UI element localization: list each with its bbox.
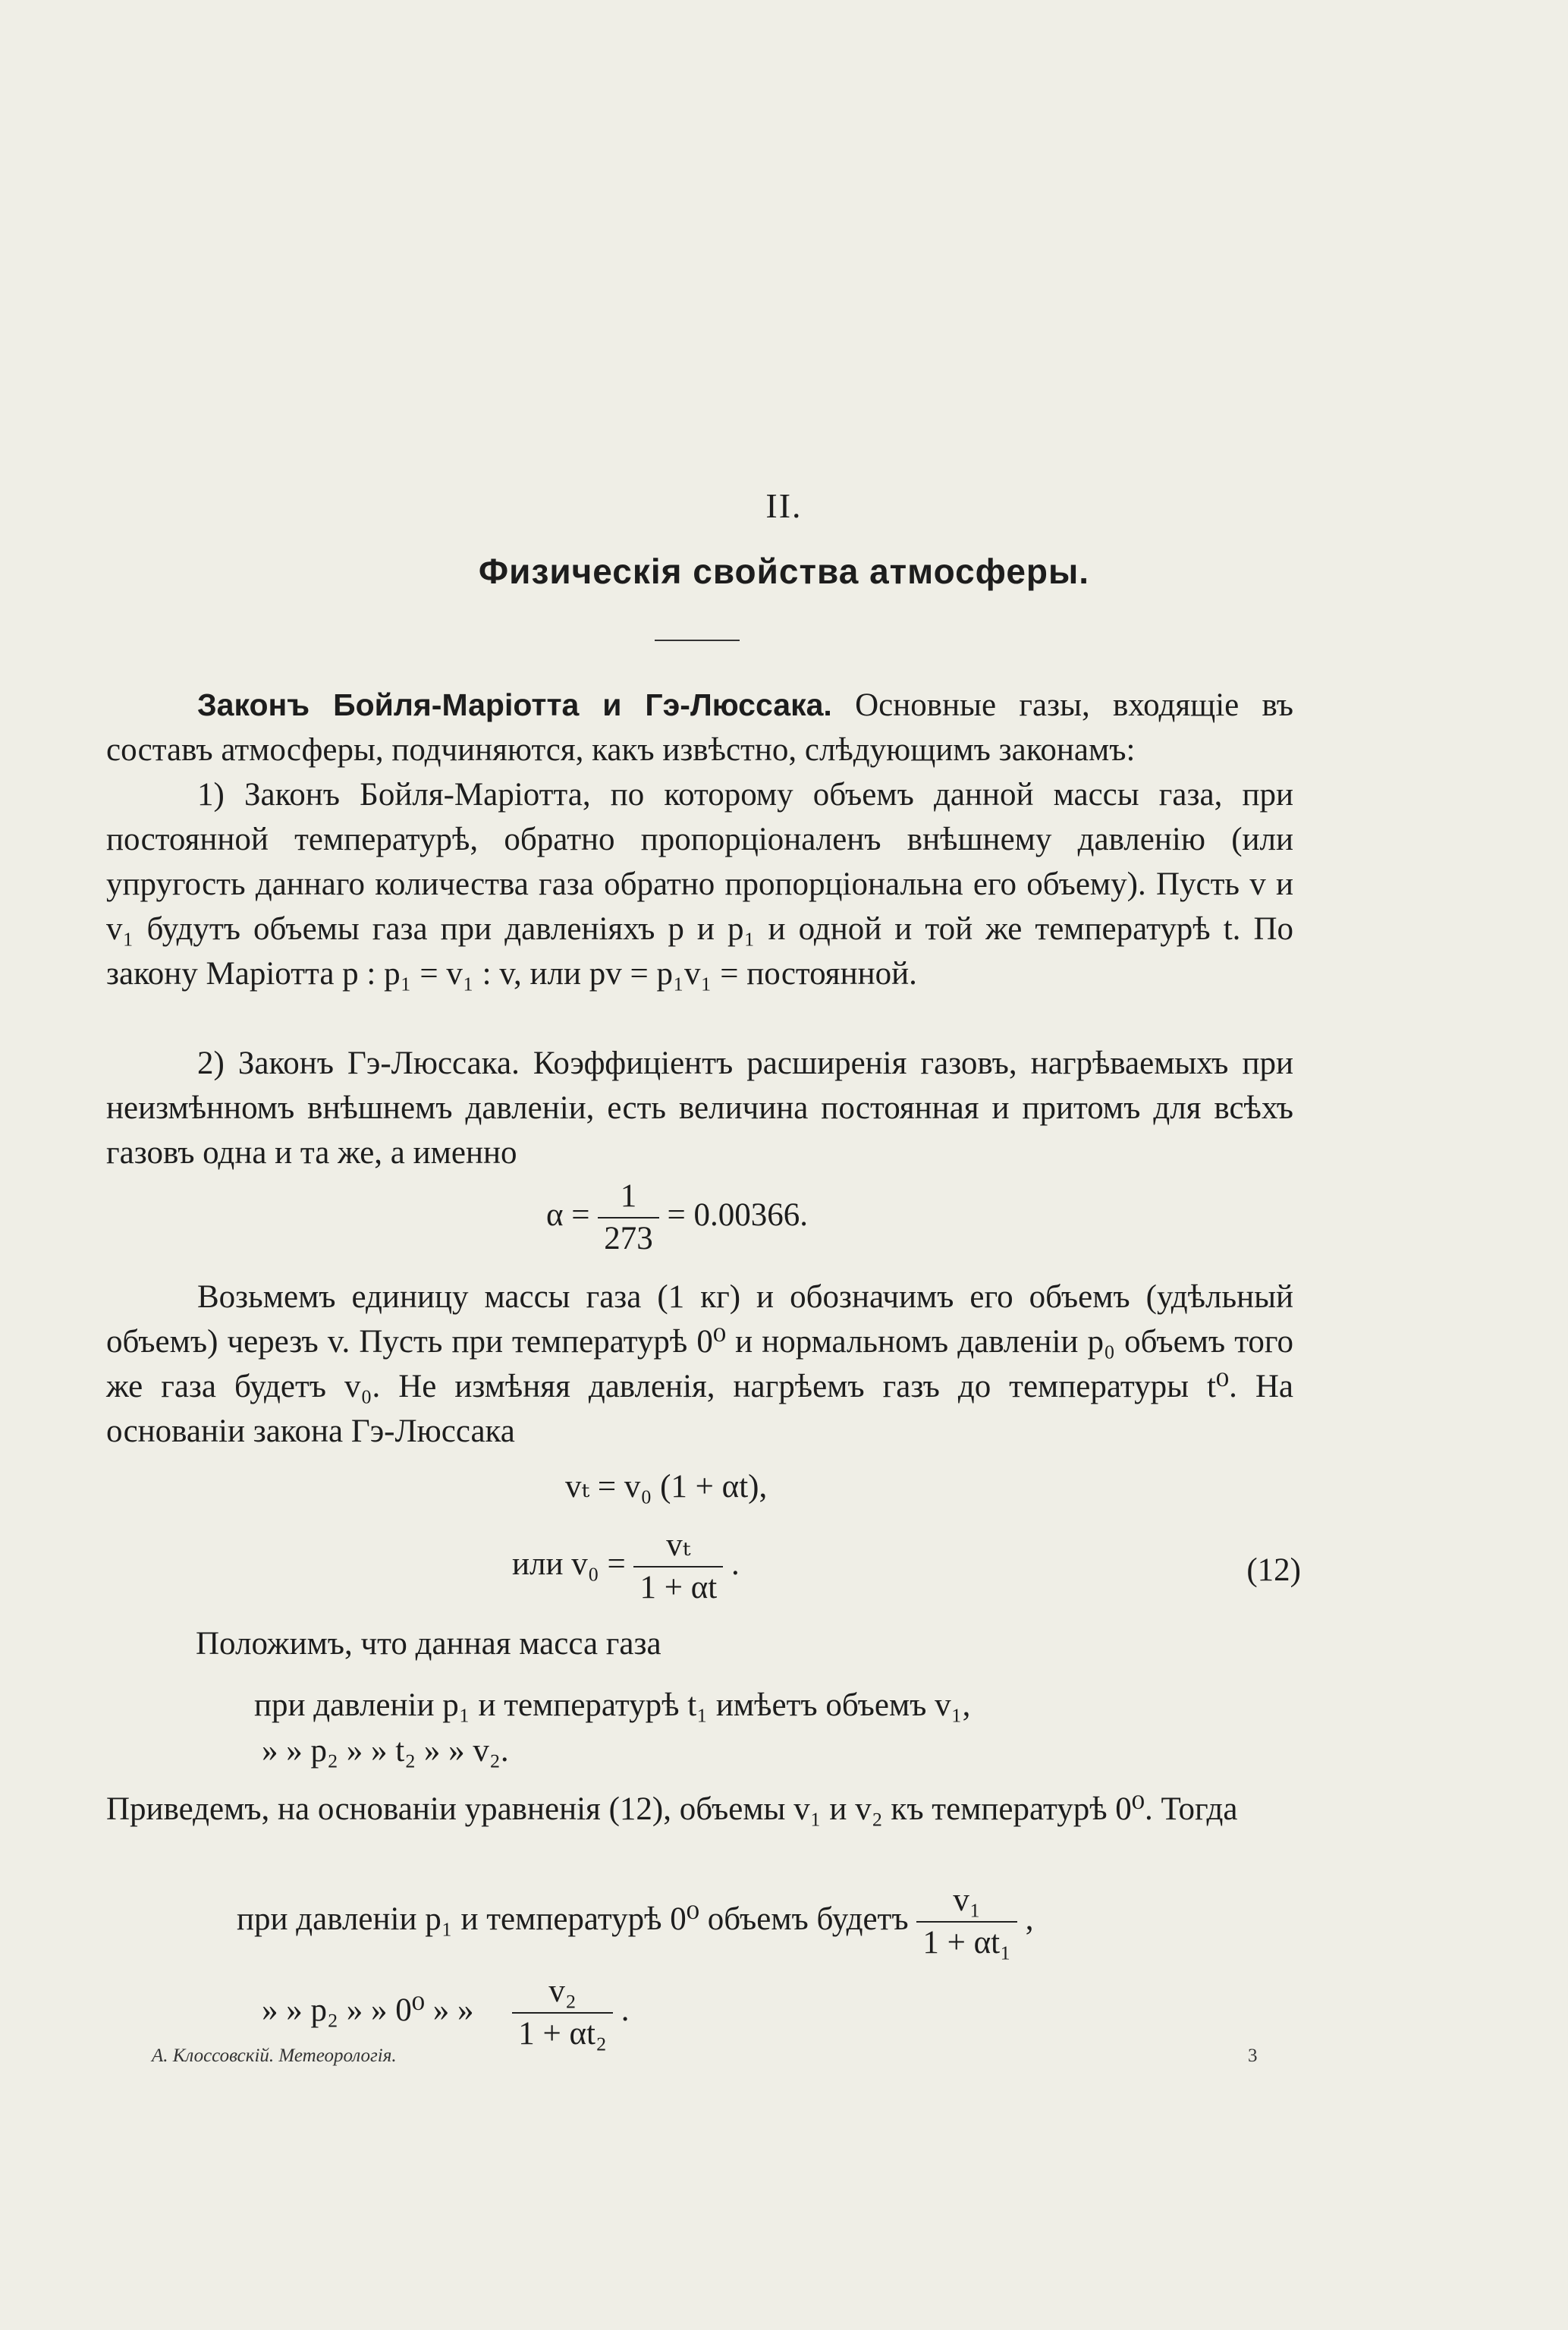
footer-author-title: А. Клоссовскій. Метеорологія. [152, 2045, 397, 2066]
equation-alpha-fraction [598, 1176, 659, 1259]
intro-text: Основные газы, входящіе въ составъ атмосферы, подчиняются, какъ извѣстно, слѣдующимъ законамъ: [106, 687, 1294, 768]
equation-alpha-numerator: 1 [620, 1178, 637, 1214]
equation-12-prefix: или v₀ = [512, 1545, 626, 1582]
paragraph-reduce: Приведемъ, на основаніи уравненія (12), объемы v₁ и v₂ къ температурѣ 0⁰. Тогда [106, 1791, 1238, 1827]
result-row-1-end: , [1025, 1901, 1034, 1937]
paragraph-suppose: Положимъ, что данная масса газа [196, 1626, 661, 1662]
condition-row-1: при давленіи p₁ и температурѣ t₁ имѣетъ объемъ v₁, [254, 1687, 971, 1723]
result-row-1 [237, 1880, 1034, 1964]
chapter-title: Физическія свойства атмосферы. [478, 552, 1090, 591]
result-row-2-end: . [621, 1992, 630, 2028]
footer-page-number: 3 [1248, 2045, 1258, 2066]
equation-12-fraction [633, 1525, 723, 1608]
paragraph-intro [106, 683, 1293, 772]
condition-row-2: » » p₂ » » t₂ » » v₂. [262, 1733, 509, 1769]
run-in-heading: Законъ Бойля-Маріотта и Гэ-Люссака. [197, 687, 832, 722]
paragraph-gay-lussac: 2) Законъ Гэ-Люссака. Коэффиціентъ расширенія газовъ, нагрѣваемыхъ при неизмѣнномъ внѣшнемъ давленіи, есть величина постоянная и притомъ для всѣхъ газовъ одна и та же, а именно [106, 1046, 1293, 1171]
equation-alpha-denominator: 273 [598, 1217, 659, 1259]
equation-12 [512, 1525, 1301, 1608]
equation-12-numerator: vₜ [666, 1527, 691, 1563]
paragraph-boyle-mariotte: 1) Законъ Бойля-Маріотта, по которому объемъ данной массы газа, при постоянной температурѣ, обратно пропорціоналенъ внѣшнему давленію (или упругость даннаго количества газа обратно пропорціональна его объему). Пусть v и v₁ будутъ объемы газа при давленіяхъ p и p₁ и одной и той же температурѣ t. По закону Маріотта p : p₁ = v₁ : v, или pv = p₁v₁ = постоянной. [106, 777, 1293, 992]
equation-12-end: . [731, 1545, 740, 1582]
equation-alpha-lhs: α = [546, 1196, 590, 1233]
paragraph-unit-mass: Возьмемъ единицу массы газа (1 кг) и обозначимъ его объемъ (удѣльный объемъ) черезъ v. Пусть при температурѣ 0⁰ и нормальномъ давленіи p₀ объемъ того же газа будетъ v₀. Не измѣняя давленія, нагрѣемъ газъ до температуры t⁰. На основаніи закона Гэ-Люссака [106, 1279, 1293, 1449]
title-rule [655, 640, 740, 641]
result-row-2-denominator: 1 + αt₂ [512, 2012, 613, 2055]
result-row-1-text: при давленіи p₁ и температурѣ 0⁰ объемъ будетъ [237, 1901, 909, 1937]
equation-number: (12) [1246, 1552, 1301, 1588]
equation-volume: vₜ = v₀ (1 + αt), [565, 1469, 768, 1505]
result-row-1-fraction [916, 1880, 1017, 1964]
equation-alpha-rhs: = 0.00366. [667, 1196, 809, 1233]
result-row-2-fraction [512, 1971, 613, 2055]
result-row-1-denominator: 1 + αt₁ [916, 1921, 1017, 1964]
result-row-2 [262, 1971, 629, 2055]
result-row-1-numerator: v₁ [953, 1882, 981, 1918]
equation-12-denominator: 1 + αt [633, 1566, 723, 1608]
chapter-number: II. [765, 486, 803, 525]
equation-alpha [546, 1176, 808, 1259]
result-row-2-numerator: v₂ [548, 1973, 577, 2009]
result-row-2-text: » » p₂ » » 0⁰ » » [262, 1992, 474, 2028]
